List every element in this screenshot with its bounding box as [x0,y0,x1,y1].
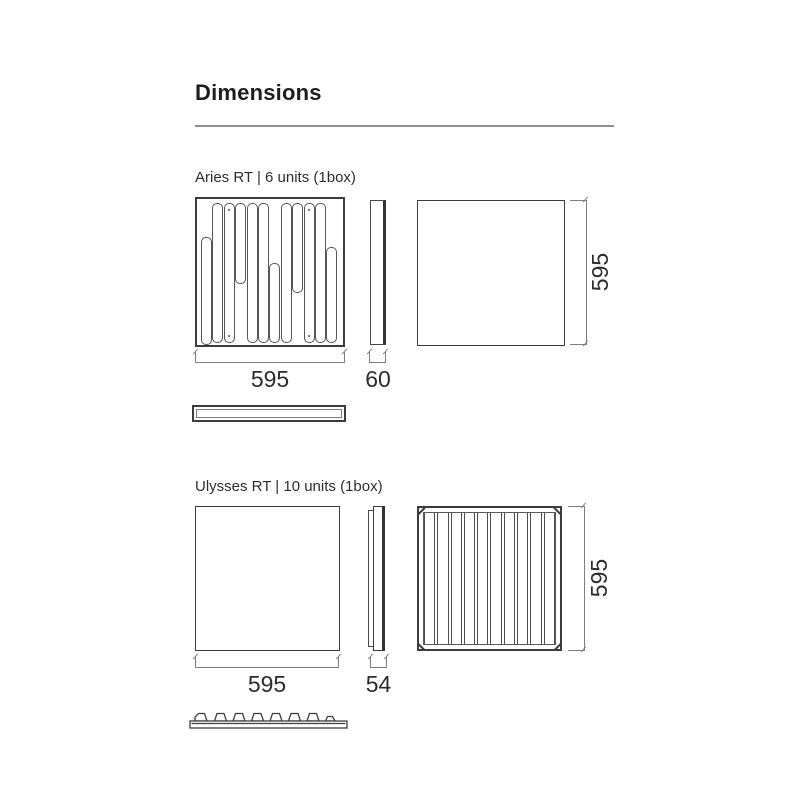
ulysses-slat [504,513,515,644]
ulysses-slat [437,513,448,644]
ulysses-slat-pattern [423,512,556,645]
aries-slat [304,203,315,344]
ulysses-depth-dim-line [370,667,387,668]
ulysses-back-view [417,506,562,651]
aries-top-view [192,405,346,422]
profile-bump [195,714,207,722]
aries-slat [247,203,258,344]
ulysses-profile-view [189,707,349,731]
aries-slat [269,263,280,343]
profile-bump [289,714,301,722]
aries-slat [212,203,223,344]
screw-hole [228,335,230,337]
ulysses-width-dim-line [195,667,339,668]
ulysses-slat [530,513,541,644]
aries-slat [281,203,292,344]
profile-base [190,721,347,728]
aries-width-dim-label: 595 [250,366,290,392]
screw-hole [308,209,310,211]
aries-section-label: Aries RT | 6 units (1box) [195,169,356,186]
profile-bump [270,714,282,722]
aries-height-dim-tick-top [570,200,587,201]
ulysses-slat [464,513,475,644]
aries-slat [201,237,212,345]
screw-hole [228,209,230,211]
screw-hole [308,335,310,337]
aries-depth-dim-line [369,362,386,363]
page-title: Dimensions [195,80,322,105]
ulysses-slat [451,513,462,644]
profile-bump [252,714,264,722]
aries-front-view [195,197,345,347]
aries-height-dim-tick-bottom [570,344,587,345]
aries-slat [326,247,337,343]
ulysses-slat [544,513,555,644]
ulysses-section-label: Ulysses RT | 10 units (1box) [195,478,383,495]
profile-bump [215,714,227,722]
aries-width-dim-line [195,362,345,363]
ulysses-slat [517,513,528,644]
profile-bump [326,717,336,722]
aries-slat [315,203,326,344]
ulysses-width-dim-label: 595 [247,671,287,697]
aries-slat [235,203,246,285]
aries-slat [224,203,235,344]
aries-slat [292,203,303,293]
profile-bump [307,714,319,722]
ulysses-depth-dim-label: 54 [365,671,392,697]
aries-slat [258,203,269,344]
aries-height-dim-label: 595 [587,252,613,292]
ulysses-height-dim-label: 595 [586,558,612,598]
ulysses-side-view [368,506,387,652]
profile-shapes [190,714,347,729]
aries-slat-pattern [197,199,343,345]
aries-top-view-inner-line [196,409,342,418]
ulysses-height-dim-tick-top [568,506,585,507]
ulysses-height-dim-line [584,506,585,651]
profile-bump [233,714,245,722]
ulysses-slat [477,513,488,644]
title-divider [195,125,614,127]
aries-side-view [370,200,386,345]
ulysses-height-dim-tick-bottom [568,650,585,651]
ulysses-front-view [195,506,340,651]
ulysses-slat [490,513,501,644]
ulysses-slat [424,513,435,644]
ulysses-side-view-front-layer [373,506,385,651]
aries-back-view [417,200,565,346]
aries-depth-dim-label: 60 [365,366,391,392]
